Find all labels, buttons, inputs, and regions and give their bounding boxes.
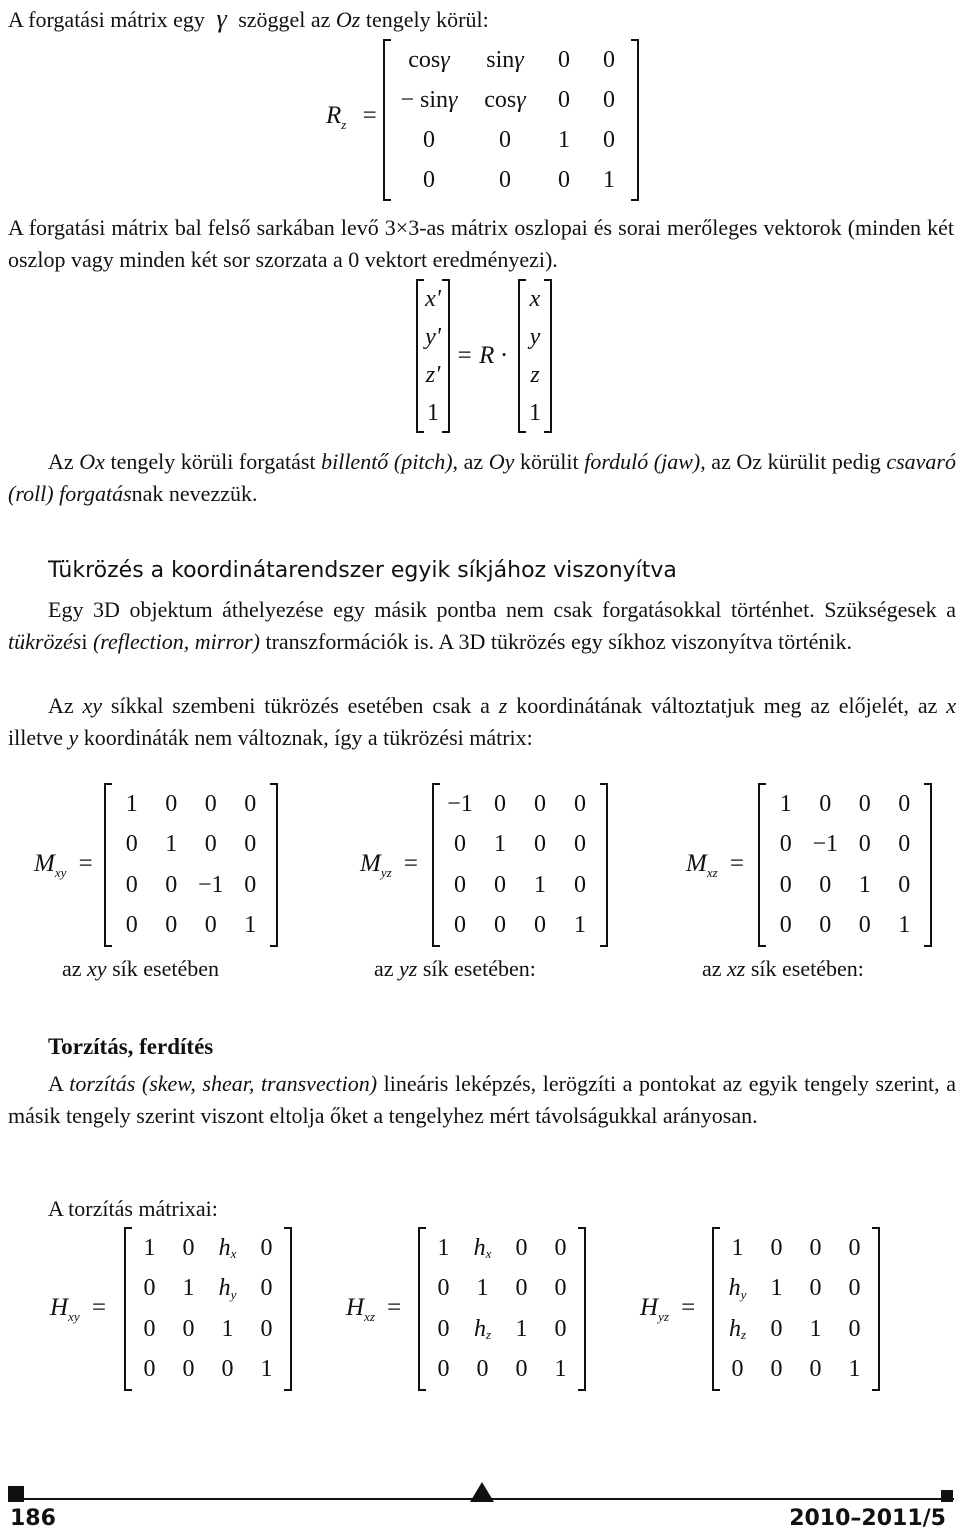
mxy-caption-a: az <box>62 956 88 981</box>
matrix-cell: 0 <box>125 831 138 858</box>
vector-cell: 1 <box>529 399 541 426</box>
heading-reflection-text: Tükrözés a koordinátarendszer egyik síkjához viszonyítva <box>48 558 677 583</box>
mxy-name: M <box>34 850 55 877</box>
matrix-cell: −1 <box>812 831 839 858</box>
shear-paragraph <box>8 1068 956 1132</box>
matrix-cell: 0 <box>260 1315 273 1342</box>
heading-reflection <box>48 558 677 583</box>
shear-intro-text: A torzítás mátrixai: <box>48 1196 218 1221</box>
reflection-p2-b: síkkal szembeni tükrözés esetében csak a <box>102 693 499 718</box>
matrix-cell: 0 <box>534 912 546 939</box>
myz-caption-a: az <box>374 956 400 981</box>
matrix-cell: h z <box>473 1315 492 1343</box>
matrix-cell: 1 <box>165 831 178 858</box>
matrix-cell: 0 <box>437 1356 450 1383</box>
matrix-cell: 0 <box>260 1275 273 1302</box>
matrix-cell: h y <box>218 1275 237 1302</box>
matrix-cell: 0 <box>558 86 570 113</box>
footer-issue <box>789 1506 946 1531</box>
matrix-cell: 0 <box>898 790 911 817</box>
matrix-cell: 0 <box>819 912 832 939</box>
mxz-caption-plane: xz <box>727 956 746 981</box>
matrix-cell: 0 <box>454 912 466 939</box>
gamma-symbol: γ <box>216 4 227 33</box>
footer-page-number <box>10 1506 56 1531</box>
matrix-cell: 1 <box>515 1315 528 1342</box>
matrix-cell: 0 <box>221 1356 234 1383</box>
matrix-cell: 0 <box>554 1234 567 1261</box>
matrix-cell: 0 <box>848 1275 861 1302</box>
matrix-cell: 1 <box>244 912 257 939</box>
heading-shear <box>48 1034 213 1060</box>
hxz-name: H <box>346 1294 365 1321</box>
matrix-cell: 0 <box>770 1356 783 1383</box>
matrix-cell: 0 <box>260 1234 273 1261</box>
reflection-p2-y: y <box>68 725 79 750</box>
naming-p1: Az <box>48 449 80 474</box>
matrix-cell: 0 <box>898 871 911 898</box>
matrix-cell: cos γ <box>484 86 526 113</box>
matrix-cell: 1 <box>437 1234 450 1261</box>
matrix-cell: 0 <box>204 790 217 817</box>
mxy-eq: = <box>78 850 93 877</box>
rz-eq: = <box>362 102 377 129</box>
naming-oy: Oy <box>488 449 515 474</box>
matrix-cell: 0 <box>809 1356 822 1383</box>
matrix-cell: 0 <box>858 831 871 858</box>
matrix-cell: 0 <box>454 831 466 858</box>
matrix-cell: 1 <box>143 1234 156 1261</box>
matrix-cell: 0 <box>809 1234 822 1261</box>
intro-text-3: tengely körül: <box>365 7 489 32</box>
matrix-cell: 0 <box>165 790 178 817</box>
hxz-sub: xz <box>364 1309 375 1324</box>
reflection-p1-b: tükrözés <box>8 629 82 654</box>
reflection-p1-a: Egy 3D objektum áthelyezése egy másik pontba nem csak forgatásokkal történhet. Szükségesek a <box>48 597 956 622</box>
intro-axis: Oz <box>335 7 361 32</box>
matrix-cell: 0 <box>165 871 178 898</box>
reflection-paragraph-2 <box>8 690 956 754</box>
matrix-cell: 0 <box>494 790 506 817</box>
matrix-cell: 0 <box>554 1275 567 1302</box>
matrix-cell: 1 <box>603 166 615 193</box>
matrix-cell: 0 <box>423 166 435 193</box>
matrix-cell: − sin γ <box>400 86 458 113</box>
matrix-cell: 0 <box>858 790 871 817</box>
matrix-cell: 1 <box>779 790 792 817</box>
mxz-sub: xz <box>706 865 718 880</box>
naming-ox: Ox <box>79 449 105 474</box>
hyz-name: H <box>640 1294 659 1321</box>
source-vector <box>518 280 552 432</box>
matrix-cell: 1 <box>494 831 506 858</box>
matrix-cell: 0 <box>494 871 506 898</box>
matrix-cell: h z <box>728 1315 747 1343</box>
shear-p-a: A <box>48 1071 70 1096</box>
matrix-cell: 0 <box>779 912 792 939</box>
matrix-cell: 0 <box>809 1275 822 1302</box>
mxz-caption-a: az <box>702 956 728 981</box>
matrix-cell: 1 <box>848 1356 861 1383</box>
matrix-cell: 1 <box>898 912 911 939</box>
matrix-cell: −1 <box>447 790 473 817</box>
matrix-cell: 0 <box>779 831 792 858</box>
vector-cell: y' <box>425 323 441 350</box>
shear-p-c: lineáris leképzés, lerögzíti a pontokat az egyik tengely szerint, a másik tengely szerint viszont eltolja őket a tengelyhez mért távolságukkal arányosan. <box>8 1071 956 1128</box>
hxy-matrix <box>124 1228 292 1390</box>
hxz-matrix <box>418 1228 586 1390</box>
naming-p4: körülit <box>514 449 585 474</box>
matrix-cell: 0 <box>143 1315 156 1342</box>
vector-cell: x' <box>425 285 441 312</box>
vector-cell: y <box>529 323 541 350</box>
mxz-name: M <box>686 850 707 877</box>
rz-matrix <box>383 40 639 200</box>
matrix-cell: sin γ <box>486 46 524 73</box>
hxy-label <box>50 1294 106 1322</box>
matrix-cell: 0 <box>423 126 435 153</box>
myz-caption-plane: yz <box>399 956 418 981</box>
naming-p5: , az Oz kürülit pedig <box>700 449 887 474</box>
matrix-cell: 0 <box>182 1315 195 1342</box>
vector-cell: z <box>530 361 540 388</box>
reflection-p2-d: illetve <box>8 725 69 750</box>
matrix-cell: 0 <box>515 1234 528 1261</box>
vector-cell: 1 <box>427 399 439 426</box>
matrix-cell: 0 <box>476 1356 489 1383</box>
transform-equation <box>456 342 507 370</box>
mxy-sub: xy <box>54 865 67 880</box>
intro-text-1: A forgatási mátrix egy <box>8 7 205 32</box>
naming-p6: nak nevezzük. <box>131 481 258 506</box>
naming-pitch: billentő (pitch) <box>321 449 453 474</box>
matrix-cell: 1 <box>125 790 138 817</box>
mxy-matrix <box>104 784 278 946</box>
reflection-p2-c: koordinátának változtatjuk meg az előjelét, az <box>507 693 947 718</box>
matrix-cell: 0 <box>770 1315 783 1342</box>
matrix-cell: 0 <box>143 1356 156 1383</box>
matrix-cell: 0 <box>603 86 615 113</box>
hxy-eq: = <box>91 1294 106 1321</box>
hyz-eq: = <box>681 1294 696 1321</box>
matrix-cell: −1 <box>197 871 224 898</box>
matrix-cell: 0 <box>515 1356 528 1383</box>
naming-paragraph <box>8 446 956 510</box>
footer-square-marker <box>8 1486 24 1502</box>
transform-eq: = R · <box>456 342 507 369</box>
matrix-cell: 0 <box>454 871 466 898</box>
matrix-cell: 0 <box>848 1315 861 1342</box>
footer-page-text: 186 <box>10 1506 56 1531</box>
hyz-matrix <box>712 1228 880 1390</box>
matrix-cell: 0 <box>534 790 546 817</box>
mxy-caption-plane: xy <box>87 956 107 981</box>
matrix-cell: 0 <box>554 1315 567 1342</box>
matrix-cell: cos γ <box>408 46 450 73</box>
vector-cell: x <box>529 285 541 312</box>
matrix-cell: 0 <box>558 46 570 73</box>
matrix-cell: 0 <box>244 790 257 817</box>
matrix-cell: 0 <box>125 912 138 939</box>
reflection-p2-xy: xy <box>82 693 103 718</box>
reflection-p2-e: koordináták nem változnak, így a tükrözési mátrix: <box>78 725 533 750</box>
matrix-cell: 0 <box>244 871 257 898</box>
footer-small-square <box>941 1490 953 1502</box>
myz-name: M <box>360 850 381 877</box>
matrix-cell: 0 <box>143 1275 156 1302</box>
matrix-cell: h x <box>473 1234 492 1262</box>
matrix-cell: 0 <box>603 46 615 73</box>
myz-sub: yz <box>380 865 392 880</box>
hxy-name: H <box>50 1294 69 1321</box>
matrix-cell: 0 <box>603 126 615 153</box>
mxz-caption-b: sík esetében: <box>745 956 864 981</box>
matrix-cell: 1 <box>809 1315 822 1342</box>
matrix-cell: 0 <box>515 1275 528 1302</box>
matrix-cell: 1 <box>770 1275 783 1302</box>
hxz-label <box>346 1294 401 1322</box>
mxz-caption <box>702 956 864 982</box>
orthogonal-paragraph <box>8 212 954 276</box>
orthogonal-text: A forgatási mátrix bal felső sarkában levő 3×3-as mátrix oszlopai és sorai merőleges vektorok (minden két oszlop vagy minden két sor szorzata a 0 vektort eredményezi). <box>8 215 954 272</box>
matrix-cell: h x <box>218 1234 237 1262</box>
matrix-cell: 0 <box>558 166 570 193</box>
matrix-cell: 0 <box>204 912 217 939</box>
naming-p2: tengely körüli forgatást <box>104 449 322 474</box>
rz-sub: z <box>341 117 347 132</box>
naming-roll: csavaró (roll) forgatás <box>8 449 956 506</box>
rz-label <box>326 102 377 130</box>
reflection-p2-x: x <box>946 693 956 718</box>
reflection-p2-a: Az <box>48 693 83 718</box>
matrix-cell: 0 <box>574 831 586 858</box>
matrix-cell: 1 <box>182 1275 195 1302</box>
matrix-cell: 0 <box>819 871 832 898</box>
footer-issue-text: 2010–2011/5 <box>789 1506 946 1531</box>
shear-p-b: torzítás (skew, shear, transvection) <box>69 1071 378 1096</box>
matrix-cell: 0 <box>848 1234 861 1261</box>
matrix-cell: 0 <box>499 166 511 193</box>
matrix-cell: 1 <box>534 871 546 898</box>
matrix-cell: 0 <box>770 1234 783 1261</box>
shear-intro <box>48 1196 218 1222</box>
matrix-cell: 0 <box>437 1275 450 1302</box>
naming-p3: , az <box>452 449 489 474</box>
myz-matrix <box>432 784 608 946</box>
matrix-cell: 0 <box>574 790 586 817</box>
matrix-cell: 1 <box>260 1356 273 1383</box>
mxz-label <box>686 850 744 878</box>
myz-caption <box>374 956 536 982</box>
naming-yaw: forduló (jaw) <box>584 449 701 474</box>
reflection-p2-z: z <box>498 693 508 718</box>
hxy-sub: xy <box>68 1309 80 1324</box>
matrix-cell: 0 <box>779 871 792 898</box>
intro-text-2: szöggel az <box>238 7 331 32</box>
transformed-vector <box>416 280 450 432</box>
reflection-p1-e: transzformációk is. A 3D tükrözés egy síkhoz viszonyítva történik. <box>259 629 853 654</box>
matrix-cell: 0 <box>574 871 586 898</box>
matrix-cell: 0 <box>499 126 511 153</box>
matrix-cell: 0 <box>125 871 138 898</box>
vector-cell: z' <box>425 361 441 388</box>
reflection-p1-d: (reflection, mirror) <box>92 629 260 654</box>
matrix-cell: h y <box>728 1275 747 1302</box>
matrix-cell: 1 <box>558 126 570 153</box>
reflection-p1-c: i <box>81 629 93 654</box>
mxy-caption-b: sík esetében <box>106 956 219 981</box>
matrix-cell: 1 <box>731 1234 744 1261</box>
matrix-cell: 0 <box>534 831 546 858</box>
matrix-cell: 1 <box>858 871 871 898</box>
rz-name: R <box>326 102 342 129</box>
matrix-cell: 1 <box>574 912 586 939</box>
hyz-label <box>640 1294 695 1322</box>
mxz-eq: = <box>729 850 745 877</box>
myz-caption-b: sík esetében: <box>417 956 536 981</box>
footer-triangle-marker <box>470 1482 494 1502</box>
matrix-cell: 0 <box>819 790 832 817</box>
matrix-cell: 1 <box>476 1275 489 1302</box>
matrix-cell: 0 <box>898 831 911 858</box>
matrix-cell: 0 <box>494 912 506 939</box>
matrix-cell: 1 <box>554 1356 567 1383</box>
matrix-cell: 0 <box>858 912 871 939</box>
matrix-cell: 0 <box>182 1234 195 1261</box>
mxy-label <box>34 850 93 878</box>
hxz-eq: = <box>387 1294 402 1321</box>
intro-line <box>8 6 489 33</box>
matrix-cell: 0 <box>182 1356 195 1383</box>
hyz-sub: yz <box>658 1309 669 1324</box>
heading-shear-text: Torzítás, ferdítés <box>48 1034 214 1059</box>
matrix-cell: 1 <box>221 1315 234 1342</box>
mxy-caption <box>62 956 219 982</box>
myz-eq: = <box>403 850 419 877</box>
reflection-paragraph-1 <box>8 594 956 658</box>
matrix-cell: 0 <box>437 1315 450 1342</box>
myz-label <box>360 850 418 878</box>
matrix-cell: 0 <box>165 912 178 939</box>
matrix-cell: 0 <box>244 831 257 858</box>
matrix-cell: 0 <box>204 831 217 858</box>
mxz-matrix <box>758 784 932 946</box>
matrix-cell: 0 <box>731 1356 744 1383</box>
